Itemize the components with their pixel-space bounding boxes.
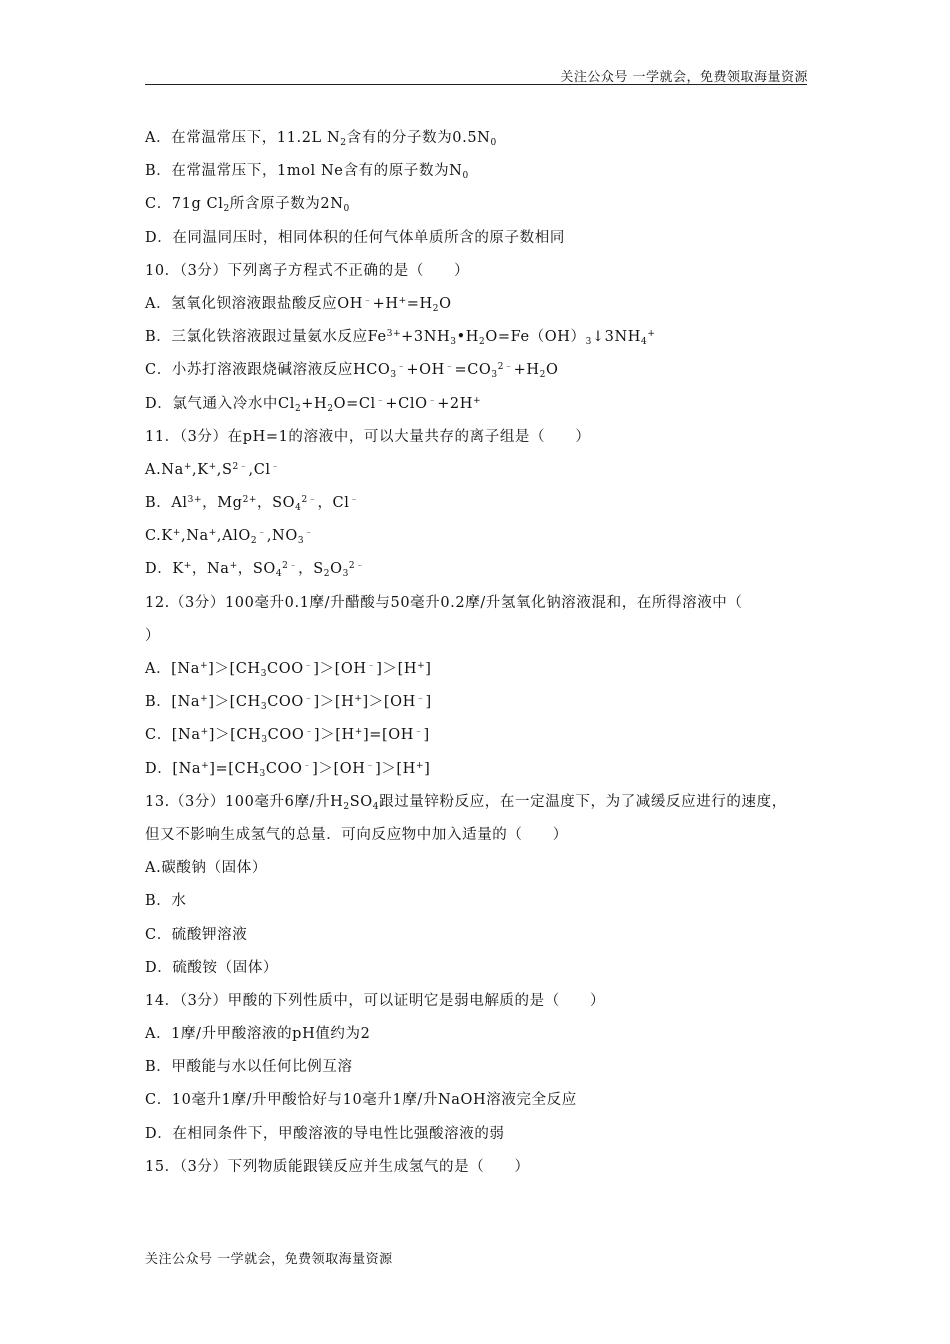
text-line: B．在常温常压下，1mol Ne含有的原子数为$N_0$ <box>145 163 469 182</box>
text-line: 15．（3分）下列物质能跟镁反应并生成氢气的是（ ） <box>145 1158 530 1175</box>
text-line: 14．（3分）甲酸的下列性质中，可以证明它是弱电解质的是（ ） <box>145 992 606 1009</box>
text-line: C．硫酸钾溶液 <box>145 926 248 943</box>
text-line: D．K+，Na+，$SO_4^{2﹣}$，$S_2O_3^{2﹣}$ <box>145 561 365 580</box>
text-line: B．$Al^{3+}$，$Mg^{2+}$，$SO_4^{2﹣}$，Cl﹣ <box>145 495 360 514</box>
text-line: D．氯气通入冷水中$Cl_2+H_2O=Cl^﹣+ClO^﹣+2H^+$ <box>145 395 482 414</box>
text-line: 但又不影响生成氢气的总量．可向反应物中加入适量的（ ） <box>145 826 568 843</box>
text-line: A.碳酸钠（固体） <box>145 860 267 877</box>
text-line: A．在常温常压下，11.2L $N_2$含有的分子数为$0.5N_0$ <box>145 130 497 148</box>
header-divider <box>145 84 807 85</box>
text-line: 11．（3分）在pH=1的溶液中，可以大量共存的离子组是（ ） <box>145 428 591 445</box>
text-line: 12.（3分）100毫升0.1摩/升醋酸与50毫升0.2摩/升氢氧化钠溶液混和，在所得溶液中（ <box>145 594 743 611</box>
text-line: C．71g $Cl_2$所含原子数为$2N_0$ <box>145 196 350 215</box>
text-line: A．$[Na^+]>[CH_3COO^﹣]>[OH^﹣]>[H^+]$ <box>145 661 432 679</box>
text-line: C．$[Na^+]>[CH_3COO^﹣]>[H^+]=[OH^﹣]$ <box>145 727 430 746</box>
text-line: ） <box>145 627 161 644</box>
text-line: B．甲酸能与水以任何比例互溶 <box>145 1059 353 1076</box>
text-line: C．10毫升1摩/升甲酸恰好与10毫升1摩/升NaOH溶液完全反应 <box>145 1092 577 1109</box>
text-line: $C.K^+,Na^+,AlO_2^﹣,NO_3^﹣$ <box>145 528 314 547</box>
text-line: B．$[Na^+]>[CH_3COO^﹣]>[H^+]>[OH^﹣]$ <box>145 694 432 713</box>
text-line: C．小苏打溶液跟烧碱溶液反应$HCO_3^﹣+OH^﹣=CO_3^{2﹣}+H_2O$ <box>145 362 559 381</box>
text-line: D．在同温同压时，相同体积的任何气体单质所含的原子数相同 <box>145 229 565 246</box>
text-line: A．氢氧化钡溶液跟盐酸反应$OH^﹣+H^+=H_2O$ <box>145 295 452 314</box>
text-line: B．水 <box>145 893 187 910</box>
page-header-text: 关注公众号 一学就会，免费领取海量资源 <box>560 70 808 85</box>
text-line: D．在相同条件下，甲酸溶液的导电性比强酸溶液的弱 <box>145 1125 505 1142</box>
document-body <box>145 122 825 1184</box>
text-line: 10．（3分）下列离子方程式不正确的是（ ） <box>145 262 470 279</box>
text-line: D．硫酸铵（固体） <box>145 959 279 976</box>
text-line: D．$[Na^+]=[CH_3COO^﹣]>[OH^﹣]>[H^+]$ <box>145 760 431 779</box>
text-line: $A.Na^+,K^+,S^{2﹣},Cl^﹣$ <box>145 461 281 478</box>
text-line: 13.（3分）100毫升6摩/升$H_2SO_4$跟过量锌粉反应，在一定温度下，为了减缓反应进行的速度， <box>145 793 787 812</box>
text-line: A．1摩/升甲酸溶液的pH值约为2 <box>145 1026 371 1043</box>
text-line: B．三氯化铁溶液跟过量氨水反应$Fe^{3+}+3NH_3•H_2O=Fe(OH)_3↓3NH_4^+$ <box>145 329 656 348</box>
page-footer-text: 关注公众号 一学就会，免费领取海量资源 <box>145 1252 393 1267</box>
